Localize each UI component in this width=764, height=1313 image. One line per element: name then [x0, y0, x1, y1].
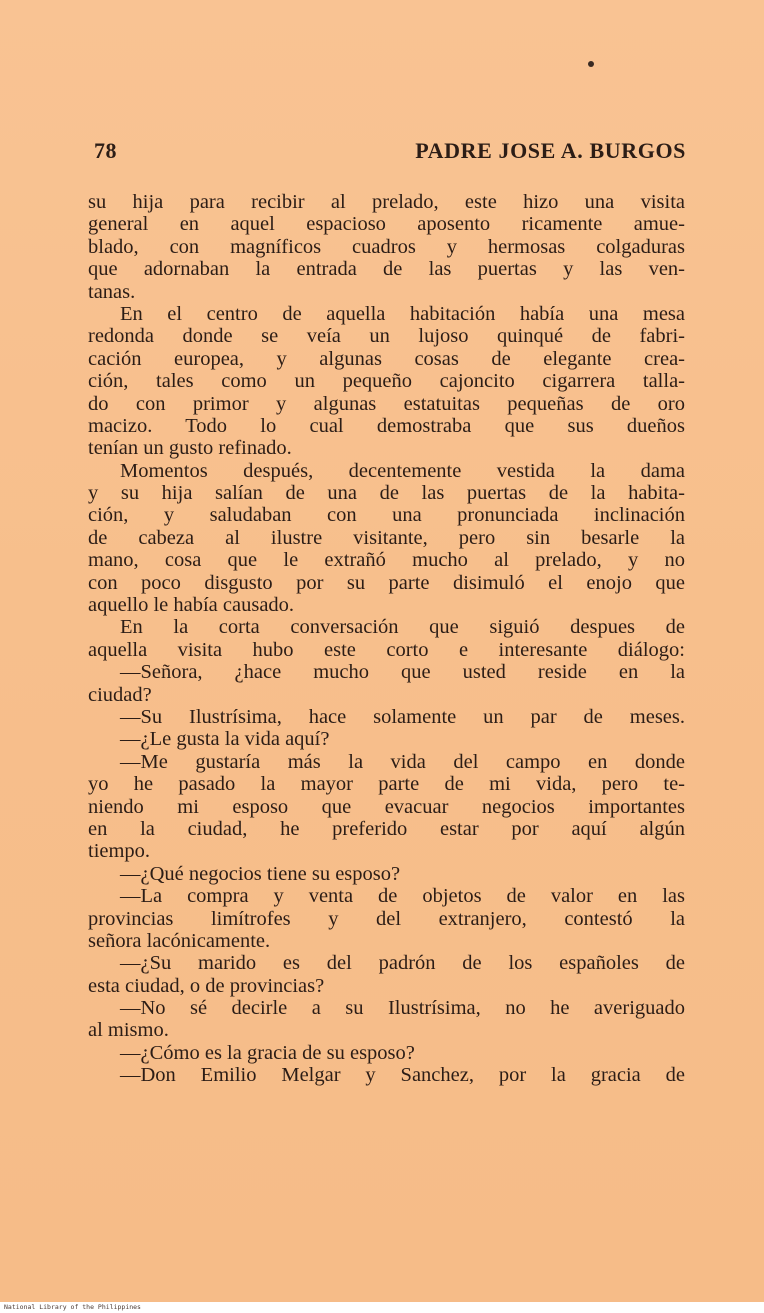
text-line: tenían un gusto refinado. — [88, 437, 292, 460]
text-line: —No sé decirle a su Ilustrísima, no he averiguado — [120, 997, 685, 1020]
text-line: que adornaban la entrada de las puertas y las ven- — [88, 258, 685, 281]
text-line: tiempo. — [88, 840, 151, 863]
text-line: mano, cosa que le extrañó mucho al prelado, y no — [88, 549, 685, 572]
text-line: En el centro de aquella habitación había una mesa — [120, 302, 685, 325]
ink-speck — [588, 61, 594, 67]
text-line: su hija para recibir al prelado, este hizo una visita — [88, 191, 685, 213]
text-line: con poco disgusto por su parte disimuló el enojo que — [88, 571, 685, 594]
text-line: —Me gustaría más la vida del campo en donde — [120, 750, 685, 773]
text-line: —¿Su marido es del padrón de los españoles de — [120, 952, 685, 975]
text-line: —¿Qué negocios tiene su esposo? — [120, 862, 401, 885]
page-number: 78 — [94, 138, 117, 163]
page-header — [94, 136, 686, 170]
text-line: general en aquel espacioso aposento ricamente amue- — [88, 213, 685, 236]
text-line: cación europea, y algunas cosas de elegante crea- — [88, 347, 685, 370]
text-line: señora lacónicamente. — [88, 929, 271, 952]
text-line: —Su Ilustrísima, hace solamente un par de meses. — [120, 705, 685, 728]
running-head: PADRE JOSE A. BURGOS — [415, 138, 686, 163]
text-line: de cabeza al ilustre visitante, pero sin besarle la — [88, 526, 685, 549]
text-line: y su hija salían de una de las puertas de la habita- — [88, 482, 685, 505]
text-line: En la corta conversación que siguió despues de — [120, 616, 685, 639]
text-line: redonda donde se veía un lujoso quinqué de fabri- — [88, 325, 685, 348]
text-line: provincias limítrofes y del extranjero, contestó la — [88, 907, 685, 930]
text-line: esta ciudad, o de provincias? — [88, 974, 325, 997]
text-line: aquella visita hubo este corto e interesante diálogo: — [88, 638, 685, 661]
body-text — [88, 191, 685, 1087]
text-line: yo he pasado la mayor parte de mi vida, pero te- — [88, 773, 685, 796]
text-line: niendo mi esposo que evacuar negocios importantes — [88, 795, 685, 818]
text-line: ciudad? — [88, 683, 152, 706]
library-credit: National Library of the Philippines — [4, 1303, 141, 1311]
text-line: ción, tales como un pequeño cajoncito cigarrera talla- — [88, 370, 685, 393]
text-line: aquello le había causado. — [88, 594, 295, 617]
text-line: macizo. Todo lo cual demostraba que sus dueños — [88, 414, 685, 437]
text-line: tanas. — [88, 280, 136, 303]
text-line: ción, y saludaban con una pronunciada inclinación — [88, 504, 685, 527]
text-line: Momentos después, decentemente vestida la dama — [120, 459, 685, 482]
text-line: blado, con magníficos cuadros y hermosas colgaduras — [88, 235, 685, 258]
text-line: —Don Emilio Melgar y Sanchez, por la gracia de — [120, 1064, 685, 1087]
text-line: —¿Le gusta la vida aquí? — [120, 728, 330, 751]
text-line: —Señora, ¿hace mucho que usted reside en la — [120, 661, 685, 684]
text-line: —¿Cómo es la gracia de su esposo? — [120, 1041, 415, 1064]
text-line: en la ciudad, he preferido estar por aquí algún — [88, 817, 685, 840]
text-line: do con primor y algunas estatuitas pequeñas de oro — [88, 392, 685, 415]
text-line: —La compra y venta de objetos de valor en las — [120, 885, 685, 908]
text-line: al mismo. — [88, 1019, 169, 1042]
